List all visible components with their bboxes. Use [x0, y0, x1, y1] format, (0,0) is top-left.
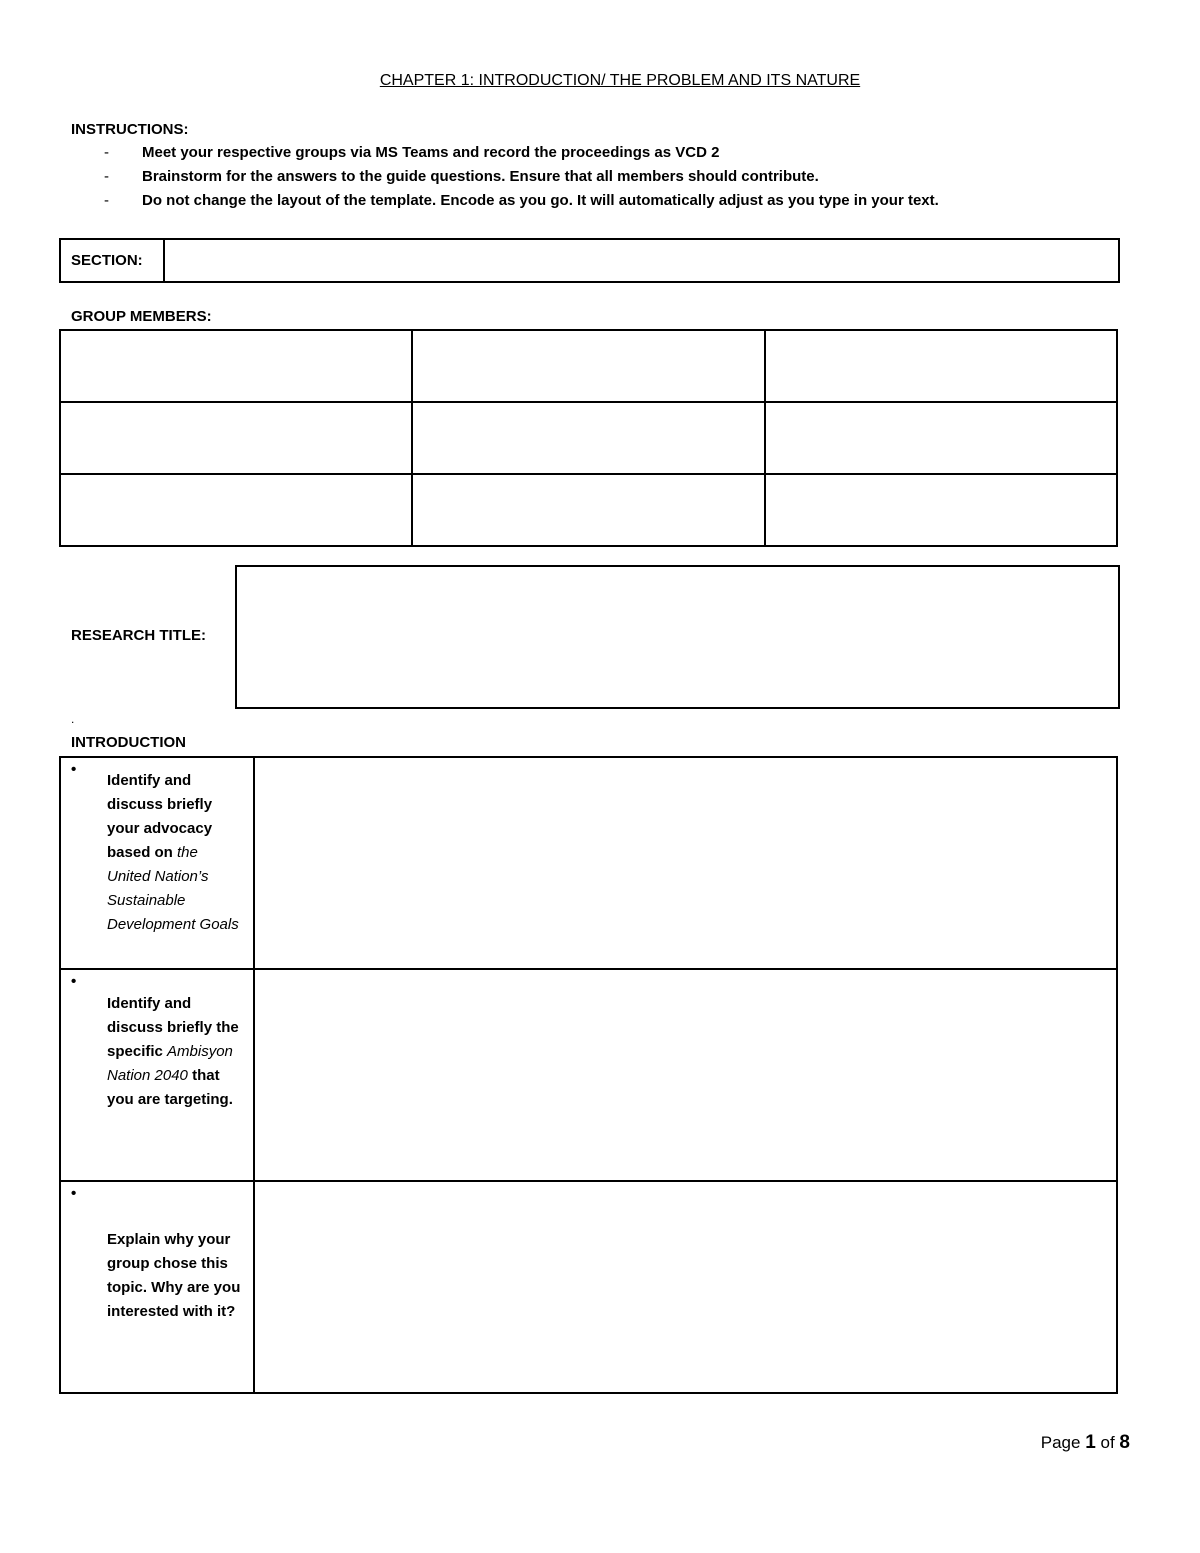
member-cell[interactable]: [765, 330, 1117, 402]
page-number-footer: Page 1 of 8: [1040, 1432, 1130, 1453]
question-text: Identify and discuss briefly the specific: [107, 995, 239, 1060]
table-row: [60, 757, 1117, 969]
document-page: CHAPTER 1: INTRODUCTION/ THE PROBLEM AND ITS NATURE INSTRUCTIONS: - Meet your respective groups via MS Teams and record the proceedings as VCD 2 - Brainstorm for the answers to the guide questions. Ensure that all members should contribute. - Do not change the layout of the template. Encode as you go. It will automatically adjust as you type in your text. SECTION: GROUP MEMBERS: RESEARCH TITLE: . INTRODUCTION • Identify and discuss briefly your advocacy based on the United Nation’s Sustainable Development Goals • Identify and discuss briefly the specific Ambisyon Nation 2040 that you are targeting. • Explain why your group chose this topic. Why are you interested with it? Page 1 of 8: [0, 0, 1200, 1553]
group-members-heading: GROUP MEMBERS:: [71, 308, 212, 325]
instruction-text: Meet your respective groups via MS Teams and record the proceedings as VCD 2: [142, 144, 720, 161]
total-pages: 8: [1119, 1432, 1130, 1453]
instructions-heading: INSTRUCTIONS:: [71, 121, 189, 138]
question-italic-text: the United Nation’s Sustainable Development Goals: [107, 844, 239, 933]
research-title-input[interactable]: [235, 565, 1120, 709]
introduction-heading: INTRODUCTION: [71, 734, 186, 751]
group-members-table: [59, 329, 1118, 547]
question-cell: • Identify and discuss briefly the specific Ambisyon Nation 2040 that you are targeting.: [60, 969, 254, 1181]
question-text: Identify and discuss briefly your advocacy based on: [107, 772, 213, 861]
table-row: [60, 402, 1117, 474]
question-cell: [60, 1181, 254, 1393]
section-field-box: [59, 238, 1120, 283]
section-input[interactable]: [165, 240, 1118, 281]
instruction-text: Brainstorm for the answers to the guide questions. Ensure that all members should contribute.: [142, 168, 819, 185]
bullet-icon: •: [71, 761, 77, 778]
question-italic-text: Ambisyon Nation 2040: [107, 1043, 233, 1084]
page-title: [0, 72, 1200, 90]
stray-period: .: [71, 712, 75, 726]
member-cell[interactable]: [60, 330, 412, 402]
research-title-label: RESEARCH TITLE:: [71, 627, 206, 644]
member-cell[interactable]: [765, 474, 1117, 546]
answer-cell[interactable]: [254, 757, 1117, 969]
table-row: [60, 1181, 1117, 1393]
answer-cell[interactable]: [254, 969, 1117, 1181]
member-cell[interactable]: [60, 474, 412, 546]
answer-cell[interactable]: [254, 1181, 1117, 1393]
bullet-icon: •: [71, 1185, 77, 1202]
member-cell[interactable]: [412, 330, 764, 402]
table-row: [60, 474, 1117, 546]
introduction-table: [59, 756, 1118, 1394]
member-cell[interactable]: [765, 402, 1117, 474]
section-label: SECTION:: [61, 240, 165, 281]
table-row: [60, 969, 1117, 1181]
bullet-icon: •: [71, 973, 77, 990]
member-cell[interactable]: [412, 402, 764, 474]
member-cell[interactable]: [60, 402, 412, 474]
chapter-title: CHAPTER 1: INTRODUCTION/ THE PROBLEM AND ITS NATURE: [379, 72, 861, 89]
question-cell: [60, 757, 254, 969]
current-page: 1: [1085, 1432, 1096, 1453]
member-cell[interactable]: [412, 474, 764, 546]
instruction-text: Do not change the layout of the template. Encode as you go. It will automatically adjust as you type in your text.: [142, 192, 939, 209]
question-text: Explain why your group chose this topic. Why are you interested with it?: [107, 1231, 241, 1320]
table-row: [60, 330, 1117, 402]
